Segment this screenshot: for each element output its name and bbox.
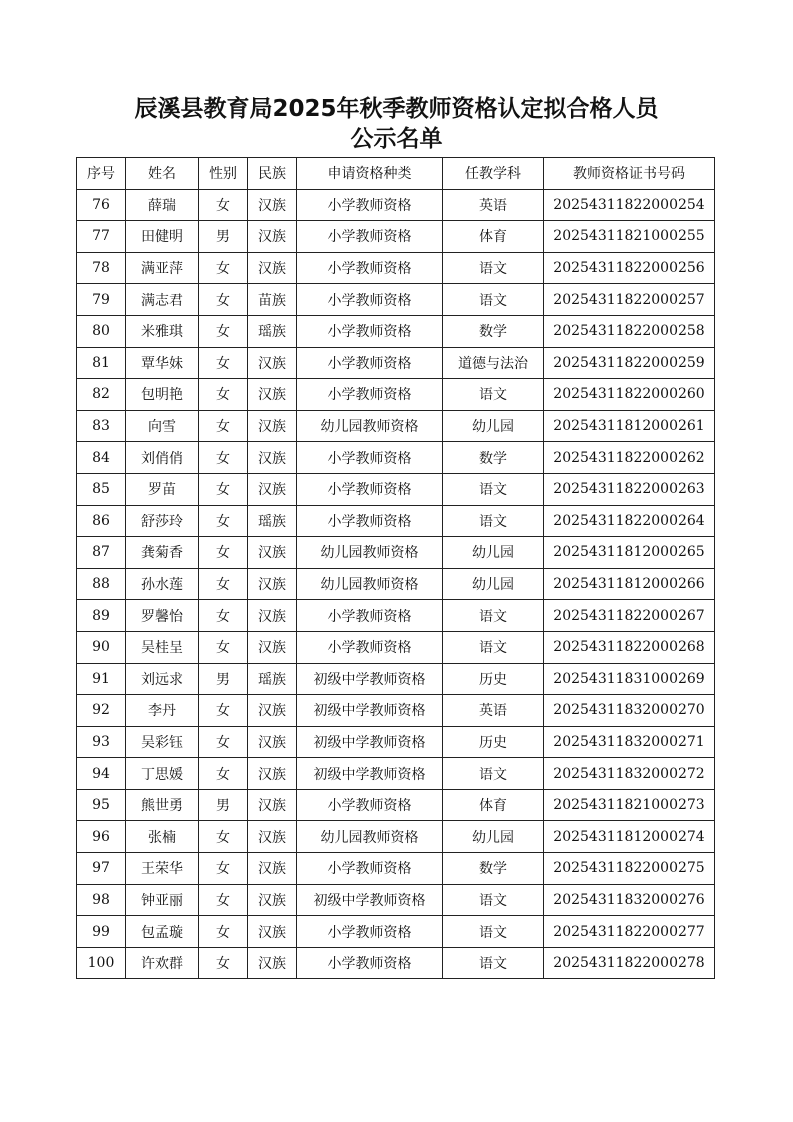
cell-name: 张楠 bbox=[126, 821, 199, 853]
table-row bbox=[77, 758, 715, 790]
cell-name: 薛瑞 bbox=[126, 189, 199, 221]
cell-subject: 体育 bbox=[443, 789, 544, 821]
cell-subject: 幼儿园 bbox=[443, 537, 544, 569]
cell-ethnicity: 汉族 bbox=[248, 789, 297, 821]
cell-index: 80 bbox=[77, 315, 126, 347]
cell-certificate-number: 20254311821000255 bbox=[544, 221, 715, 253]
cell-certificate-number: 20254311822000260 bbox=[544, 379, 715, 411]
candidate-table bbox=[76, 157, 715, 979]
cell-name: 刘远求 bbox=[126, 663, 199, 695]
table-row bbox=[77, 853, 715, 885]
table-row bbox=[77, 379, 715, 411]
cell-index: 100 bbox=[77, 947, 126, 979]
cell-certificate-number: 20254311822000275 bbox=[544, 853, 715, 885]
header-name: 姓名 bbox=[126, 158, 199, 190]
cell-certificate-number: 20254311822000258 bbox=[544, 315, 715, 347]
cell-name: 包孟璇 bbox=[126, 916, 199, 948]
cell-gender: 女 bbox=[199, 853, 248, 885]
cell-qualification-type: 小学教师资格 bbox=[297, 347, 443, 379]
cell-certificate-number: 20254311822000267 bbox=[544, 600, 715, 632]
table-row bbox=[77, 315, 715, 347]
table-row bbox=[77, 884, 715, 916]
table-row bbox=[77, 347, 715, 379]
cell-qualification-type: 小学教师资格 bbox=[297, 947, 443, 979]
cell-index: 82 bbox=[77, 379, 126, 411]
document-title: 辰溪县教育局2025年秋季教师资格认定拟合格人员 bbox=[134, 96, 659, 122]
cell-ethnicity: 汉族 bbox=[248, 821, 297, 853]
cell-subject: 语文 bbox=[443, 758, 544, 790]
cell-ethnicity: 汉族 bbox=[248, 347, 297, 379]
cell-gender: 女 bbox=[199, 315, 248, 347]
table-header-row bbox=[77, 158, 715, 190]
table-row bbox=[77, 473, 715, 505]
cell-gender: 女 bbox=[199, 884, 248, 916]
cell-certificate-number: 20254311822000264 bbox=[544, 505, 715, 537]
cell-name: 满志君 bbox=[126, 284, 199, 316]
document-subtitle: 公示名单 bbox=[350, 126, 443, 152]
cell-index: 83 bbox=[77, 410, 126, 442]
table-row bbox=[77, 252, 715, 284]
cell-qualification-type: 初级中学教师资格 bbox=[297, 884, 443, 916]
cell-name: 钟亚丽 bbox=[126, 884, 199, 916]
cell-index: 93 bbox=[77, 726, 126, 758]
cell-gender: 女 bbox=[199, 537, 248, 569]
cell-qualification-type: 小学教师资格 bbox=[297, 442, 443, 474]
cell-qualification-type: 小学教师资格 bbox=[297, 315, 443, 347]
cell-ethnicity: 汉族 bbox=[248, 916, 297, 948]
table-row bbox=[77, 600, 715, 632]
table-row bbox=[77, 442, 715, 474]
cell-ethnicity: 汉族 bbox=[248, 853, 297, 885]
cell-gender: 女 bbox=[199, 442, 248, 474]
cell-index: 99 bbox=[77, 916, 126, 948]
cell-subject: 语文 bbox=[443, 379, 544, 411]
cell-index: 84 bbox=[77, 442, 126, 474]
cell-index: 78 bbox=[77, 252, 126, 284]
cell-gender: 女 bbox=[199, 916, 248, 948]
cell-qualification-type: 小学教师资格 bbox=[297, 789, 443, 821]
cell-certificate-number: 20254311832000271 bbox=[544, 726, 715, 758]
cell-subject: 语文 bbox=[443, 284, 544, 316]
cell-subject: 语文 bbox=[443, 884, 544, 916]
cell-subject: 数学 bbox=[443, 442, 544, 474]
table-row bbox=[77, 663, 715, 695]
cell-index: 79 bbox=[77, 284, 126, 316]
cell-name: 罗馨怡 bbox=[126, 600, 199, 632]
cell-certificate-number: 20254311832000270 bbox=[544, 695, 715, 727]
cell-index: 95 bbox=[77, 789, 126, 821]
cell-qualification-type: 初级中学教师资格 bbox=[297, 695, 443, 727]
table-row bbox=[77, 505, 715, 537]
cell-subject: 语文 bbox=[443, 631, 544, 663]
cell-certificate-number: 20254311831000269 bbox=[544, 663, 715, 695]
cell-subject: 语文 bbox=[443, 947, 544, 979]
cell-gender: 女 bbox=[199, 568, 248, 600]
cell-index: 98 bbox=[77, 884, 126, 916]
cell-certificate-number: 20254311822000256 bbox=[544, 252, 715, 284]
cell-subject: 英语 bbox=[443, 695, 544, 727]
cell-gender: 女 bbox=[199, 821, 248, 853]
cell-qualification-type: 小学教师资格 bbox=[297, 631, 443, 663]
cell-index: 86 bbox=[77, 505, 126, 537]
header-qualification-type: 申请资格种类 bbox=[297, 158, 443, 190]
cell-gender: 女 bbox=[199, 473, 248, 505]
table-row bbox=[77, 410, 715, 442]
cell-name: 许欢群 bbox=[126, 947, 199, 979]
cell-subject: 语文 bbox=[443, 252, 544, 284]
cell-qualification-type: 初级中学教师资格 bbox=[297, 726, 443, 758]
cell-gender: 女 bbox=[199, 631, 248, 663]
cell-certificate-number: 20254311812000265 bbox=[544, 537, 715, 569]
table-row bbox=[77, 695, 715, 727]
cell-gender: 女 bbox=[199, 284, 248, 316]
cell-index: 77 bbox=[77, 221, 126, 253]
cell-qualification-type: 小学教师资格 bbox=[297, 600, 443, 632]
table-body bbox=[77, 189, 715, 979]
cell-name: 覃华妹 bbox=[126, 347, 199, 379]
table-row bbox=[77, 916, 715, 948]
table-row bbox=[77, 947, 715, 979]
cell-index: 76 bbox=[77, 189, 126, 221]
cell-ethnicity: 苗族 bbox=[248, 284, 297, 316]
cell-ethnicity: 汉族 bbox=[248, 695, 297, 727]
cell-qualification-type: 小学教师资格 bbox=[297, 505, 443, 537]
cell-ethnicity: 汉族 bbox=[248, 758, 297, 790]
table-row bbox=[77, 789, 715, 821]
cell-index: 81 bbox=[77, 347, 126, 379]
table-row bbox=[77, 821, 715, 853]
cell-gender: 男 bbox=[199, 663, 248, 695]
cell-name: 龚菊香 bbox=[126, 537, 199, 569]
cell-ethnicity: 汉族 bbox=[248, 252, 297, 284]
cell-name: 米雅琪 bbox=[126, 315, 199, 347]
cell-ethnicity: 汉族 bbox=[248, 631, 297, 663]
header-index: 序号 bbox=[77, 158, 126, 190]
cell-subject: 语文 bbox=[443, 473, 544, 505]
cell-name: 田健明 bbox=[126, 221, 199, 253]
cell-name: 向雪 bbox=[126, 410, 199, 442]
cell-name: 丁思媛 bbox=[126, 758, 199, 790]
cell-qualification-type: 小学教师资格 bbox=[297, 221, 443, 253]
cell-qualification-type: 幼儿园教师资格 bbox=[297, 537, 443, 569]
cell-ethnicity: 瑶族 bbox=[248, 315, 297, 347]
cell-index: 94 bbox=[77, 758, 126, 790]
cell-certificate-number: 20254311822000259 bbox=[544, 347, 715, 379]
cell-certificate-number: 20254311821000273 bbox=[544, 789, 715, 821]
header-ethnicity: 民族 bbox=[248, 158, 297, 190]
cell-qualification-type: 小学教师资格 bbox=[297, 379, 443, 411]
cell-ethnicity: 汉族 bbox=[248, 189, 297, 221]
cell-certificate-number: 20254311812000261 bbox=[544, 410, 715, 442]
cell-name: 孙水莲 bbox=[126, 568, 199, 600]
cell-certificate-number: 20254311822000268 bbox=[544, 631, 715, 663]
cell-name: 刘俏俏 bbox=[126, 442, 199, 474]
cell-subject: 数学 bbox=[443, 315, 544, 347]
header-subject: 任教学科 bbox=[443, 158, 544, 190]
cell-index: 87 bbox=[77, 537, 126, 569]
cell-gender: 女 bbox=[199, 379, 248, 411]
cell-certificate-number: 20254311822000263 bbox=[544, 473, 715, 505]
cell-gender: 女 bbox=[199, 600, 248, 632]
cell-index: 90 bbox=[77, 631, 126, 663]
cell-subject: 英语 bbox=[443, 189, 544, 221]
cell-name: 王荣华 bbox=[126, 853, 199, 885]
cell-gender: 女 bbox=[199, 695, 248, 727]
cell-subject: 幼儿园 bbox=[443, 410, 544, 442]
cell-subject: 体育 bbox=[443, 221, 544, 253]
cell-ethnicity: 汉族 bbox=[248, 884, 297, 916]
cell-gender: 女 bbox=[199, 347, 248, 379]
cell-certificate-number: 20254311832000276 bbox=[544, 884, 715, 916]
cell-certificate-number: 20254311822000254 bbox=[544, 189, 715, 221]
cell-subject: 历史 bbox=[443, 663, 544, 695]
cell-qualification-type: 初级中学教师资格 bbox=[297, 758, 443, 790]
cell-ethnicity: 汉族 bbox=[248, 947, 297, 979]
table-row bbox=[77, 537, 715, 569]
cell-certificate-number: 20254311812000274 bbox=[544, 821, 715, 853]
cell-certificate-number: 20254311822000257 bbox=[544, 284, 715, 316]
cell-index: 97 bbox=[77, 853, 126, 885]
cell-gender: 女 bbox=[199, 758, 248, 790]
cell-gender: 男 bbox=[199, 221, 248, 253]
cell-qualification-type: 幼儿园教师资格 bbox=[297, 568, 443, 600]
cell-certificate-number: 20254311812000266 bbox=[544, 568, 715, 600]
cell-gender: 女 bbox=[199, 252, 248, 284]
table-row bbox=[77, 631, 715, 663]
cell-subject: 历史 bbox=[443, 726, 544, 758]
cell-ethnicity: 瑶族 bbox=[248, 505, 297, 537]
cell-subject: 道德与法治 bbox=[443, 347, 544, 379]
table-row bbox=[77, 221, 715, 253]
cell-certificate-number: 20254311822000278 bbox=[544, 947, 715, 979]
cell-name: 熊世勇 bbox=[126, 789, 199, 821]
cell-name: 舒莎玲 bbox=[126, 505, 199, 537]
cell-name: 李丹 bbox=[126, 695, 199, 727]
cell-index: 91 bbox=[77, 663, 126, 695]
cell-index: 89 bbox=[77, 600, 126, 632]
cell-name: 罗苗 bbox=[126, 473, 199, 505]
cell-certificate-number: 20254311832000272 bbox=[544, 758, 715, 790]
cell-index: 85 bbox=[77, 473, 126, 505]
cell-index: 92 bbox=[77, 695, 126, 727]
cell-gender: 女 bbox=[199, 947, 248, 979]
cell-gender: 女 bbox=[199, 189, 248, 221]
cell-qualification-type: 幼儿园教师资格 bbox=[297, 821, 443, 853]
cell-qualification-type: 小学教师资格 bbox=[297, 252, 443, 284]
cell-qualification-type: 小学教师资格 bbox=[297, 189, 443, 221]
cell-name: 满亚萍 bbox=[126, 252, 199, 284]
cell-qualification-type: 小学教师资格 bbox=[297, 284, 443, 316]
cell-certificate-number: 20254311822000277 bbox=[544, 916, 715, 948]
cell-subject: 语文 bbox=[443, 505, 544, 537]
table-row bbox=[77, 284, 715, 316]
cell-ethnicity: 汉族 bbox=[248, 600, 297, 632]
cell-ethnicity: 汉族 bbox=[248, 568, 297, 600]
cell-gender: 女 bbox=[199, 410, 248, 442]
cell-gender: 女 bbox=[199, 726, 248, 758]
table-row bbox=[77, 189, 715, 221]
cell-subject: 语文 bbox=[443, 916, 544, 948]
cell-ethnicity: 汉族 bbox=[248, 221, 297, 253]
cell-ethnicity: 汉族 bbox=[248, 410, 297, 442]
cell-certificate-number: 20254311822000262 bbox=[544, 442, 715, 474]
cell-name: 包明艳 bbox=[126, 379, 199, 411]
cell-qualification-type: 小学教师资格 bbox=[297, 853, 443, 885]
cell-index: 96 bbox=[77, 821, 126, 853]
cell-subject: 幼儿园 bbox=[443, 568, 544, 600]
cell-name: 吴彩钰 bbox=[126, 726, 199, 758]
cell-ethnicity: 汉族 bbox=[248, 537, 297, 569]
cell-qualification-type: 小学教师资格 bbox=[297, 473, 443, 505]
cell-ethnicity: 汉族 bbox=[248, 379, 297, 411]
cell-subject: 语文 bbox=[443, 600, 544, 632]
cell-subject: 幼儿园 bbox=[443, 821, 544, 853]
cell-ethnicity: 汉族 bbox=[248, 442, 297, 474]
header-gender: 性别 bbox=[199, 158, 248, 190]
cell-gender: 男 bbox=[199, 789, 248, 821]
cell-qualification-type: 小学教师资格 bbox=[297, 916, 443, 948]
table-row bbox=[77, 726, 715, 758]
cell-ethnicity: 汉族 bbox=[248, 473, 297, 505]
cell-name: 吴桂呈 bbox=[126, 631, 199, 663]
cell-index: 88 bbox=[77, 568, 126, 600]
cell-ethnicity: 汉族 bbox=[248, 726, 297, 758]
header-certificate-number: 教师资格证书号码 bbox=[544, 158, 715, 190]
cell-ethnicity: 瑶族 bbox=[248, 663, 297, 695]
cell-gender: 女 bbox=[199, 505, 248, 537]
cell-subject: 数学 bbox=[443, 853, 544, 885]
cell-qualification-type: 幼儿园教师资格 bbox=[297, 410, 443, 442]
table-row bbox=[77, 568, 715, 600]
cell-qualification-type: 初级中学教师资格 bbox=[297, 663, 443, 695]
